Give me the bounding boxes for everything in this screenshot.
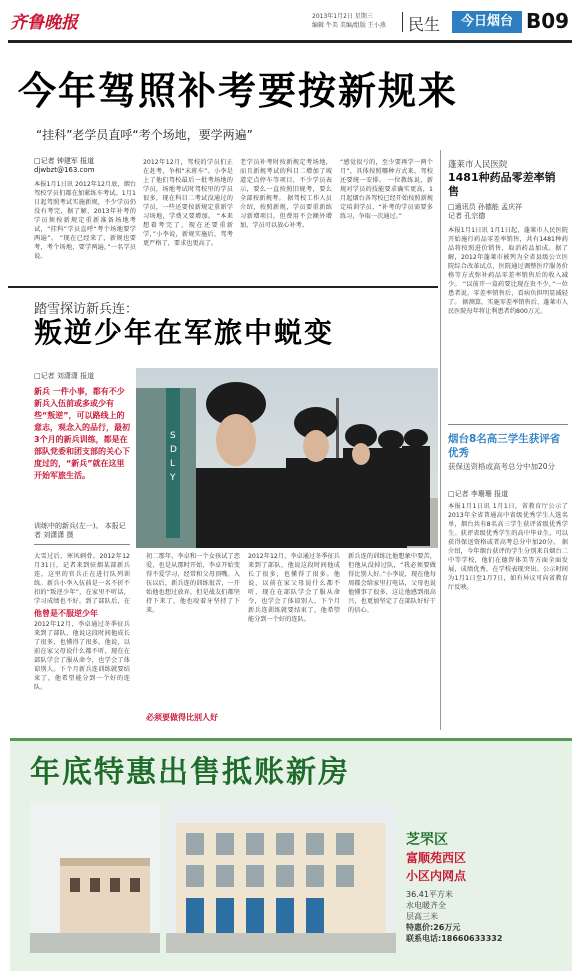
story1-subhead: “挂科”老学员直呼“考个场地，要学两遍” bbox=[36, 128, 253, 142]
story2-rule bbox=[8, 286, 438, 288]
story2-col2: 初二那年，李卓和一个女孩试了恋爱，也是从那时开始，李卓开始变得不爱学习，经常和父母顶嘴。入伍以后，新兵连的训练很苦，一开始他也想过放弃，但是战友们都坚持下来了，他也咬着牙坚持了下来。 bbox=[146, 553, 240, 614]
story2-col2-subhead: 必须要做得比别人好 bbox=[146, 713, 218, 722]
story2-kicker: 踏雪探访新兵连： bbox=[34, 302, 139, 317]
sidebar2-headline: 烟台8名高三学生获评省优秀 bbox=[448, 433, 561, 459]
date-line bbox=[312, 12, 402, 30]
sidebar2-byline: □记者 李珊珊 报道 bbox=[448, 490, 509, 498]
ad-phone: 联系电话:18660633332 bbox=[406, 934, 503, 943]
byline-email: djwbzt@163.com bbox=[34, 166, 95, 174]
sidebar1-body: 本报1月1日讯 1月1日起，蓬莱市人民医院开始施行药品零差率销售，共有1481种药品将按照进价销售，取消药品加成。据了解，2012年蓬莱市被列为全省县级公立医院综合改革试点，医院通过调整医疗服务价格等方式弥补药品零差率销售后的收入减少。 “以前开一盒药要比现在贵不少，”一位患者说，零差率销售后，看病负担明显减轻了。 据测算，实施零差率销售后，蓬莱市人民医院每年将让利患者约800万元。 bbox=[448, 227, 568, 315]
story2-col4: 新兵连的训练比他想象中要苦，但他从没掉过队，“我必须要做得比别人好。”小李说，现在他每周都会给家里打电话，父母也说他懂事了很多，这让他感到很高兴，也更加坚定了在部队好好干的信心。 bbox=[348, 553, 436, 614]
ad-location: 小区内网点 bbox=[406, 869, 467, 883]
story1-col1: 本报1月1日讯 2012年12月底，烟台驾校学员们都在加紧练车考试。1月1日起驾照考试实施新规，不少学员仍没有考完，据了解，2013年补考的学员须按新规定重新准备场地考试，“挂科”学员直呼“考个场地要学两遍”。 “现在已经来了，新规也要考，考个场地，要学两遍，”一名学员说。 bbox=[34, 181, 136, 260]
sidebar2-body: 本报1月1日讯 1月1日，省教育厅公示了2013年全省普通高中省级优秀学生人选名单，烟台共有8名高三学生获评省级优秀学生。获评省级优秀学生的高中毕业生，可以获得保送资格或者高考总分中加20分。 据介绍，今年烟台获评的学生分别来自烟台二中等学校，他们在德智体美等方面全面发展，成绩优秀，在学校表现突出。公示时间为1月1日至1月7日，如有异议可向省教育厅反映。 bbox=[448, 503, 568, 591]
sidebar-divider bbox=[440, 150, 441, 730]
ad-price: 特惠价:26万元 bbox=[406, 923, 461, 932]
sidebar1-byline bbox=[448, 203, 568, 221]
ad-details bbox=[406, 889, 502, 944]
story2-col1-subhead: 他曾是不服逆少年 bbox=[34, 609, 98, 618]
story1-col3: 老学员补考时按新规定考场地，而且新规考试的科目二增加了坡道定点停车等项目，不少学员表示，要么一直按照旧规考，要么全部按新规考。 据驾校工作人员介绍，按照新规，学员要重新练习新增项目，但费用不会额外增加，学员可以放心补考。 bbox=[240, 159, 332, 229]
sidebar1-headline: 1481种药品零差率销售 bbox=[448, 171, 556, 198]
sidebar-rule bbox=[448, 424, 568, 425]
caption-rule bbox=[34, 544, 130, 545]
soldiers-photo bbox=[136, 368, 438, 548]
masthead-divider bbox=[402, 12, 403, 32]
ad-project: 富顺苑西区 bbox=[406, 851, 467, 865]
story1-col4: “感觉很亏的，至少要再学一两个月”，具体按照哪种方式来，驾校还要统一安排。 一位教练说，新规对学员的技能要求确实更高，1月起烟台各驾校已经开始按照新规定培训学员，“补考的学员需要多练习，争取一次通过。” bbox=[340, 159, 433, 220]
section-name: 民生 bbox=[408, 15, 441, 34]
svg-text:L: L bbox=[170, 459, 176, 469]
masthead-rule bbox=[8, 40, 572, 43]
byline-text-2: 记者 孔宗德 bbox=[448, 212, 486, 220]
soldiers-photo-illustration bbox=[136, 368, 438, 548]
byline-text: □记者 钟建军 报道 bbox=[34, 157, 95, 165]
building-illustration-small bbox=[30, 803, 160, 953]
ad-area: 36.41平方米 bbox=[406, 890, 453, 899]
story2-byline: □记者 刘潇潇 报道 bbox=[34, 372, 95, 380]
story2-col3: 2012年12月，李卓通过冬季征兵来到了部队，他说这段时间他成长了很多，也懂得了很多。他说，以前在家父母说什么都不听，现在在部队学会了服从命令，也学会了体谅别人。下个月新兵连训练就要结束了，他希望能分到一个好的连队。 bbox=[248, 553, 340, 623]
building-illustration-large bbox=[166, 803, 396, 953]
story2-headline: 叛逆少年在军旅中蜕变 bbox=[34, 316, 335, 349]
ad-building-photo-large bbox=[166, 803, 396, 953]
svg-text:D: D bbox=[170, 445, 177, 455]
story1-headline: 今年驾照补考要按新规来 bbox=[18, 69, 459, 113]
byline-text: □通讯员 孙德能 孟庆祥 bbox=[448, 203, 523, 211]
story1-col2: 2012年12月，驾校的学员们正在赶考，争相“末班车”。小李是上了他们驾校最后一批考场地的学员，场地考试时驾校里的学员很多，现在科目二考试没通过的学员，一些还要按新规定重新学习场地，学费又要增加。 “本来想着考完了，现在还要重新学，”小李说，新规实施后，驾考更严格了，要求也更高了。 bbox=[143, 159, 233, 247]
story2-lead: 新兵 一件小事，都有不少新兵入伍前或多或少有些“叛逆”，可以路线上的意志，观念入的品行，最初3个月的新兵训练，都是在部队党委和团支部的关心下度过的，“新兵”就在这里开始军旅生活。 bbox=[34, 387, 130, 480]
svg-text:Y: Y bbox=[170, 473, 176, 483]
newspaper-logo: 齐鲁晚报 bbox=[10, 13, 78, 33]
editor-credits: 编辑 牛美 美编/组版 王小燕 bbox=[312, 22, 386, 29]
ad-amenities: 水电暖齐全 bbox=[406, 901, 446, 910]
page-number: B09 bbox=[526, 9, 570, 33]
real-estate-ad bbox=[10, 738, 572, 971]
photo-caption: 训练中的新兵(左一)。 本报记者 刘潇潇 摄 bbox=[34, 522, 126, 539]
ad-building-photo-small bbox=[30, 803, 160, 953]
ad-district: 芝罘区 bbox=[406, 832, 448, 848]
svg-text:S: S bbox=[170, 431, 176, 441]
story1-byline bbox=[34, 157, 134, 175]
sidebar2-subhead: 获保送资格或高考总分中加20分 bbox=[448, 462, 556, 471]
issue-date: 2013年1月2日 星期三 bbox=[312, 13, 373, 20]
ad-floor: 层高三米 bbox=[406, 912, 438, 921]
story2-col1-cont: 2012年12月，李卓通过冬季征兵来到了部队，他说这段时间他成长了很多，也懂得了很多。他说，以前在家父母说什么都不听，现在在部队学会了服从命令，也学会了体谅别人。下个月新兵连训练就要结束了，他希望能分到一个好的连队。 bbox=[34, 621, 130, 691]
story2-col1: 大雪过后，寒风刺骨。2012年12月31日，记者来到驻烟某部新兵连，这里的官兵正在进行队列训练。新兵小李入伍前是一名不折不扣的“叛逆少年”，在家里不听话，学习成绩也不好。到了部队后，在 bbox=[34, 553, 130, 605]
sidebar1-kicker: 蓬莱市人民医院 bbox=[448, 160, 508, 170]
ad-headline: 年底特惠出售抵账新房 bbox=[30, 755, 350, 790]
section-tag: 今日烟台 bbox=[452, 11, 522, 33]
